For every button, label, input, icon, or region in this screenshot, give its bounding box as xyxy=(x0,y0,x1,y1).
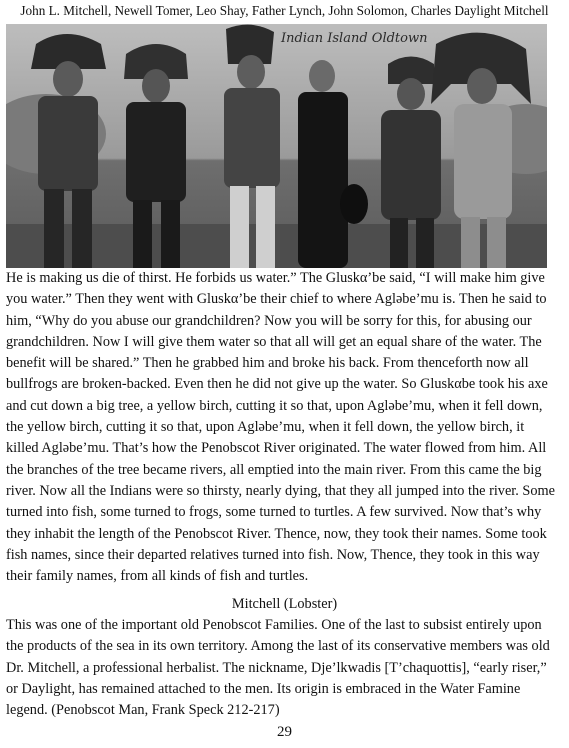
photo-handwriting: Indian Island Oldtown xyxy=(281,31,428,46)
section-heading: Mitchell (Lobster) xyxy=(231,596,338,612)
story-paragraph: He is making us die of thirst. He forbids us water.” The Gluskα’be said, “I will make him give you water.” Then they went with Gluskα’be their chief to where Agləbe’mu is. Then he said to him, “Why do you abuse our grandchildren? Now you will be sorry for this, for abusing our grandchildren. Now I will give them water so that all will get an equal share of the water. The benefit will be shared.” Then he grabbed him and broke his back. From thenceforth now all bullfrogs are broken-backed. Even then he did not give up the water. So Gluskαbe took his axe and cut down a big tree, a yellow birch, cutting it so that, upon Agləbe’mu, when it fell down, the yellow birch, cutting it so that, upon Agləbe’mu, when it fell down, the yellow birch, it killed Agləbe’mu. That’s how the Penobscot River originated. The water flowed from him. All the branches of the tree became rivers, all emptied into the main river. From this came the big river. Now all the Indians were so thirsty, nearly dying, that they all jumped into the river. Some turned into fish, some turned to frogs, some turned to turtles. A few survived. Now that’s why they inhabit the length of the Penobscot River. Thence, now, they took their names. Some took fish names, since their departed relatives turned into fish. Now, Thence, they took in this way their family names, from all kinds of fish and turtles. xyxy=(6,270,555,585)
historical-group-photo xyxy=(6,24,547,268)
page-number: 29 xyxy=(277,724,292,740)
photo-caption: John L. Mitchell, Newell Tomer, Leo Shay, Father Lynch, John Solomon, Charles Daylight Mitchell xyxy=(20,3,549,18)
family-description-paragraph: This was one of the important old Penobscot Families. One of the last to subsist entirely upon the products of the sea in its own territory. Among the last of its conservative members was old Dr. Mitchell, a professional herbalist. The nickname, Dje’lkwadis [T’chaquottis], “early riser,” or Daylight, has remained attached to the men. Its origin is embraced in the Water Famine legend. (Penobscot Man, Frank Speck 212-217) xyxy=(6,617,550,719)
